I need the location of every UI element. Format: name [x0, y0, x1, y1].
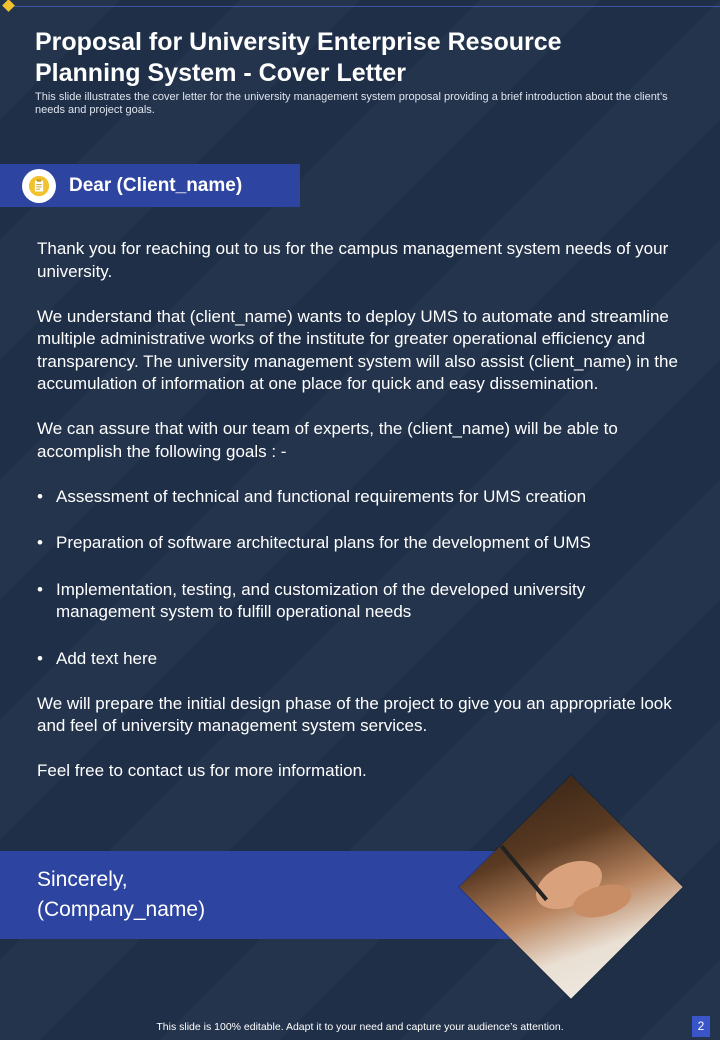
- greeting-text: Dear (Client_name): [69, 174, 243, 196]
- top-rule: [10, 6, 720, 7]
- corner-diamond-icon: [2, 0, 15, 12]
- letter-body: [37, 238, 687, 805]
- greeting-banner: [0, 164, 300, 207]
- letter-paragraph: Feel free to contact us for more information.: [37, 761, 367, 780]
- letter-paragraph: We can assure that with our team of experts, the (client_name) will be able to accomplish the following goals : -: [37, 419, 618, 461]
- letter-paragraph: Thank you for reaching out to us for the campus management system needs of your university.: [37, 239, 669, 281]
- page-number: 2: [692, 1016, 710, 1037]
- letter-paragraph: We will prepare the initial design phase of the project to give you an appropriate look and feel of university management system services.: [37, 693, 672, 735]
- writing-hand-photo: [459, 775, 682, 998]
- goals-list: [37, 486, 687, 671]
- footer-note: This slide is 100% editable. Adapt it to your need and capture your audience’s attention.: [156, 1021, 564, 1033]
- list-item: • Implementation, testing, and customization of the developed university management system to fulfill operational needs: [37, 579, 687, 624]
- list-item: • Preparation of software architectural plans for the development of UMS: [37, 532, 687, 555]
- page-title: Proposal for University Enterprise Resource Planning System - Cover Letter: [35, 28, 562, 87]
- signoff-text: Sincerely,: [37, 868, 128, 891]
- list-item: • Assessment of technical and functional requirements for UMS creation: [37, 486, 687, 509]
- company-name: (Company_name): [37, 898, 206, 921]
- letter-paragraph: We understand that (client_name) wants to deploy UMS to automate and streamline multiple administrative works of the institute for greater operational efficiency and transparency. The university management system will also assist (client_name) in the accumulation of information at one place for quick and easy dissemination.: [37, 306, 678, 393]
- page-subtitle: This slide illustrates the cover letter for the university management system proposal providing a brief introduction about the client’s needs and project goals.: [35, 91, 668, 116]
- list-item: • Add text here: [37, 648, 687, 671]
- signature-banner: [0, 851, 540, 939]
- clipboard-icon: [22, 169, 56, 203]
